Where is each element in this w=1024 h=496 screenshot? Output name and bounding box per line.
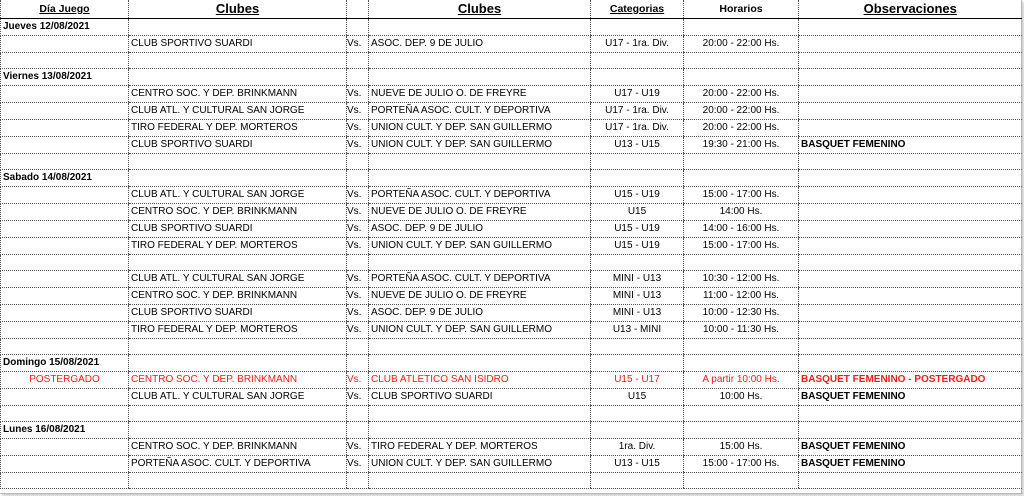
blank-row: [1, 52, 1022, 68]
match-row: [1, 203, 1022, 220]
vs-label: Vs.: [347, 85, 369, 102]
empty-cell: [684, 18, 799, 35]
empty-cell: [369, 354, 591, 371]
status-note: [1, 321, 129, 338]
vs-label: Vs.: [347, 35, 369, 52]
visiting-club: ASOC. DEP. 9 DE JULIO: [369, 304, 591, 321]
empty-cell: [1, 472, 129, 488]
category: U15 - U19: [591, 220, 684, 237]
observation: [799, 186, 1022, 203]
visiting-club: CLUB ATLETICO SAN ISIDRO: [369, 371, 591, 388]
local-club: CLUB SPORTIVO SUARDI: [129, 220, 347, 237]
match-row: [1, 220, 1022, 237]
empty-cell: [799, 169, 1022, 186]
empty-cell: [347, 354, 369, 371]
status-note: [1, 119, 129, 136]
vs-label: Vs.: [347, 321, 369, 338]
empty-cell: [591, 472, 684, 488]
status-note: [1, 270, 129, 287]
vs-label: Vs.: [347, 186, 369, 203]
empty-cell: [684, 354, 799, 371]
visiting-club: NUEVE DE JULIO O. DE FREYRE: [369, 287, 591, 304]
visiting-club: UNION CULT. Y DEP. SAN GUILLERMO: [369, 136, 591, 153]
empty-cell: [684, 153, 799, 169]
empty-cell: [684, 68, 799, 85]
empty-cell: [129, 354, 347, 371]
schedule-time: 20:00 - 22:00 Hs.: [684, 85, 799, 102]
schedule-time: 14:00 Hs.: [684, 203, 799, 220]
empty-cell: [369, 405, 591, 421]
schedule-time: 15:00 - 17:00 Hs.: [684, 186, 799, 203]
empty-cell: [799, 18, 1022, 35]
local-club: TIRO FEDERAL Y DEP. MORTEROS: [129, 237, 347, 254]
match-row: [1, 35, 1022, 52]
header-clubes-visitante: Clubes: [369, 0, 591, 18]
category: U17 - 1ra. Div.: [591, 102, 684, 119]
visiting-club: PORTEÑA ASOC. CULT. Y DEPORTIVA: [369, 270, 591, 287]
empty-cell: [1, 338, 129, 354]
empty-cell: [347, 153, 369, 169]
day-row: [1, 169, 1022, 186]
visiting-club: NUEVE DE JULIO O. DE FREYRE: [369, 203, 591, 220]
category: U17 - U19: [591, 85, 684, 102]
empty-cell: [347, 338, 369, 354]
day-row: [1, 354, 1022, 371]
empty-cell: [684, 472, 799, 488]
empty-cell: [684, 254, 799, 270]
observation: BASQUET FEMENINO: [799, 136, 1022, 153]
empty-cell: [369, 338, 591, 354]
vs-label: Vs.: [347, 270, 369, 287]
category: U17 - 1ra. Div.: [591, 119, 684, 136]
local-club: CLUB SPORTIVO SUARDI: [129, 136, 347, 153]
observation: [799, 102, 1022, 119]
day-label: Viernes 13/08/2021: [1, 68, 129, 85]
vs-label: Vs.: [347, 287, 369, 304]
empty-cell: [684, 405, 799, 421]
category: MINI - U13: [591, 304, 684, 321]
empty-cell: [347, 421, 369, 438]
status-note: [1, 186, 129, 203]
schedule-time: 15:00 - 17:00 Hs.: [684, 455, 799, 472]
empty-cell: [129, 472, 347, 488]
category: U13 - U15: [591, 136, 684, 153]
schedule-time: 15:00 Hs.: [684, 438, 799, 455]
category: U15 - U19: [591, 237, 684, 254]
schedule-time: 10:00 Hs.: [684, 388, 799, 405]
category: U13 - MINI: [591, 321, 684, 338]
empty-cell: [129, 52, 347, 68]
empty-cell: [369, 169, 591, 186]
empty-cell: [591, 169, 684, 186]
category: U13 - U15: [591, 455, 684, 472]
empty-cell: [684, 421, 799, 438]
observation: [799, 85, 1022, 102]
observation: [799, 304, 1022, 321]
visiting-club: UNION CULT. Y DEP. SAN GUILLERMO: [369, 237, 591, 254]
match-row: [1, 304, 1022, 321]
empty-cell: [799, 68, 1022, 85]
observation: [799, 119, 1022, 136]
day-label: Lunes 16/08/2021: [1, 421, 129, 438]
schedule-time: 10:30 - 12:00 Hs.: [684, 270, 799, 287]
local-club: CLUB ATL. Y CULTURAL SAN JORGE: [129, 102, 347, 119]
match-row: [1, 371, 1022, 388]
empty-cell: [369, 68, 591, 85]
status-note: [1, 388, 129, 405]
local-club: CENTRO SOC. Y DEP. BRINKMANN: [129, 85, 347, 102]
schedule-body: [1, 18, 1022, 489]
category: MINI - U13: [591, 287, 684, 304]
schedule-time: 15:00 - 17:00 Hs.: [684, 237, 799, 254]
empty-cell: [799, 421, 1022, 438]
empty-cell: [129, 421, 347, 438]
match-row: [1, 186, 1022, 203]
vs-label: Vs.: [347, 136, 369, 153]
status-note: POSTERGADO: [1, 371, 129, 388]
local-club: CLUB ATL. Y CULTURAL SAN JORGE: [129, 270, 347, 287]
empty-cell: [591, 421, 684, 438]
status-note: [1, 220, 129, 237]
blank-row: [1, 405, 1022, 421]
header-vs-spacer: [347, 0, 369, 18]
match-row: [1, 287, 1022, 304]
status-note: [1, 287, 129, 304]
match-row: [1, 102, 1022, 119]
category: U17 - 1ra. Div.: [591, 35, 684, 52]
empty-cell: [799, 52, 1022, 68]
local-club: PORTEÑA ASOC. CULT. Y DEPORTIVA: [129, 455, 347, 472]
empty-cell: [369, 472, 591, 488]
empty-cell: [347, 68, 369, 85]
empty-cell: [347, 52, 369, 68]
observation: [799, 270, 1022, 287]
observation: BASQUET FEMENINO - POSTERGADO: [799, 371, 1022, 388]
empty-cell: [684, 169, 799, 186]
category: U15 - U17: [591, 371, 684, 388]
empty-cell: [591, 153, 684, 169]
visiting-club: ASOC. DEP. 9 DE JULIO: [369, 35, 591, 52]
observation: [799, 237, 1022, 254]
empty-cell: [1, 52, 129, 68]
status-note: [1, 455, 129, 472]
match-row: [1, 119, 1022, 136]
empty-cell: [799, 338, 1022, 354]
visiting-club: PORTEÑA ASOC. CULT. Y DEPORTIVA: [369, 186, 591, 203]
visiting-club: UNION CULT. Y DEP. SAN GUILLERMO: [369, 321, 591, 338]
day-label: Sabado 14/08/2021: [1, 169, 129, 186]
status-note: [1, 438, 129, 455]
empty-cell: [684, 52, 799, 68]
match-row: [1, 136, 1022, 153]
visiting-club: TIRO FEDERAL Y DEP. MORTEROS: [369, 438, 591, 455]
empty-cell: [369, 52, 591, 68]
local-club: CLUB SPORTIVO SUARDI: [129, 35, 347, 52]
schedule-time: 20:00 - 22:00 Hs.: [684, 35, 799, 52]
schedule-time: 10:00 - 11:30 Hs.: [684, 321, 799, 338]
header-horarios: Horarios: [684, 0, 799, 18]
empty-cell: [591, 338, 684, 354]
vs-label: Vs.: [347, 438, 369, 455]
status-note: [1, 203, 129, 220]
status-note: [1, 102, 129, 119]
empty-cell: [129, 169, 347, 186]
match-row: [1, 270, 1022, 287]
day-label: Jueves 12/08/2021: [1, 18, 129, 35]
observation: [799, 35, 1022, 52]
empty-cell: [591, 354, 684, 371]
status-note: [1, 304, 129, 321]
observation: BASQUET FEMENINO: [799, 455, 1022, 472]
empty-cell: [369, 421, 591, 438]
vs-label: Vs.: [347, 455, 369, 472]
day-row: [1, 18, 1022, 35]
day-row: [1, 421, 1022, 438]
empty-cell: [1, 254, 129, 270]
empty-cell: [369, 254, 591, 270]
schedule-time: 20:00 - 22:00 Hs.: [684, 119, 799, 136]
local-club: TIRO FEDERAL Y DEP. MORTEROS: [129, 119, 347, 136]
local-club: CENTRO SOC. Y DEP. BRINKMANN: [129, 203, 347, 220]
vs-label: Vs.: [347, 119, 369, 136]
blank-row: [1, 254, 1022, 270]
status-note: [1, 85, 129, 102]
schedule-time: 11:00 - 12:00 Hs.: [684, 287, 799, 304]
empty-cell: [799, 153, 1022, 169]
empty-cell: [347, 254, 369, 270]
empty-cell: [347, 18, 369, 35]
schedule-time: 10:00 - 12:30 Hs.: [684, 304, 799, 321]
vs-label: Vs.: [347, 388, 369, 405]
empty-cell: [799, 405, 1022, 421]
header-categorias: Categorias: [591, 0, 684, 18]
visiting-club: PORTEÑA ASOC. CULT. Y DEPORTIVA: [369, 102, 591, 119]
header-row: [1, 0, 1022, 18]
empty-cell: [1, 405, 129, 421]
local-club: CLUB SPORTIVO SUARDI: [129, 304, 347, 321]
vs-label: Vs.: [347, 102, 369, 119]
empty-cell: [129, 338, 347, 354]
observation: [799, 321, 1022, 338]
status-note: [1, 35, 129, 52]
local-club: TIRO FEDERAL Y DEP. MORTEROS: [129, 321, 347, 338]
local-club: CLUB ATL. Y CULTURAL SAN JORGE: [129, 186, 347, 203]
blank-row: [1, 338, 1022, 354]
visiting-club: UNION CULT. Y DEP. SAN GUILLERMO: [369, 119, 591, 136]
empty-cell: [369, 153, 591, 169]
match-row: [1, 455, 1022, 472]
empty-cell: [591, 68, 684, 85]
empty-cell: [799, 472, 1022, 488]
observation: [799, 203, 1022, 220]
header-observaciones: Observaciones: [799, 0, 1022, 18]
empty-cell: [129, 153, 347, 169]
vs-label: Vs.: [347, 220, 369, 237]
schedule-time: 14:00 - 16:00 Hs.: [684, 220, 799, 237]
empty-cell: [684, 338, 799, 354]
local-club: CENTRO SOC. Y DEP. BRINKMANN: [129, 371, 347, 388]
vs-label: Vs.: [347, 203, 369, 220]
observation: BASQUET FEMENINO: [799, 388, 1022, 405]
empty-cell: [369, 18, 591, 35]
empty-cell: [347, 405, 369, 421]
category: 1ra. Div.: [591, 438, 684, 455]
category: U15 - U19: [591, 186, 684, 203]
match-row: [1, 438, 1022, 455]
visiting-club: UNION CULT. Y DEP. SAN GUILLERMO: [369, 455, 591, 472]
blank-row: [1, 472, 1022, 488]
match-row: [1, 388, 1022, 405]
empty-cell: [799, 254, 1022, 270]
empty-cell: [347, 472, 369, 488]
observation: [799, 287, 1022, 304]
visiting-club: NUEVE DE JULIO O. DE FREYRE: [369, 85, 591, 102]
empty-cell: [591, 254, 684, 270]
visiting-club: CLUB SPORTIVO SUARDI: [369, 388, 591, 405]
empty-cell: [591, 52, 684, 68]
empty-cell: [129, 254, 347, 270]
vs-label: Vs.: [347, 304, 369, 321]
empty-cell: [591, 18, 684, 35]
category: U15: [591, 203, 684, 220]
header-clubes-local: Clubes: [129, 0, 347, 18]
day-label: Domingo 15/08/2021: [1, 354, 129, 371]
vs-label: Vs.: [347, 371, 369, 388]
empty-cell: [591, 405, 684, 421]
empty-cell: [129, 405, 347, 421]
status-note: [1, 237, 129, 254]
schedule-time: A partir 10:00 Hs.: [684, 371, 799, 388]
status-note: [1, 136, 129, 153]
observation: BASQUET FEMENINO: [799, 438, 1022, 455]
category: U15: [591, 388, 684, 405]
observation: [799, 220, 1022, 237]
day-row: [1, 68, 1022, 85]
local-club: CLUB ATL. Y CULTURAL SAN JORGE: [129, 388, 347, 405]
local-club: CENTRO SOC. Y DEP. BRINKMANN: [129, 287, 347, 304]
empty-cell: [129, 68, 347, 85]
empty-cell: [347, 169, 369, 186]
match-row: [1, 237, 1022, 254]
header-dia-juego: Día Juego: [1, 0, 129, 18]
empty-cell: [129, 18, 347, 35]
visiting-club: ASOC. DEP. 9 DE JULIO: [369, 220, 591, 237]
schedule-time: 20:00 - 22:00 Hs.: [684, 102, 799, 119]
blank-row: [1, 153, 1022, 169]
empty-cell: [1, 153, 129, 169]
empty-cell: [799, 354, 1022, 371]
category: MINI - U13: [591, 270, 684, 287]
schedule-time: 19:30 - 21:00 Hs.: [684, 136, 799, 153]
match-row: [1, 321, 1022, 338]
match-row: [1, 85, 1022, 102]
local-club: CENTRO SOC. Y DEP. BRINKMANN: [129, 438, 347, 455]
vs-label: Vs.: [347, 237, 369, 254]
